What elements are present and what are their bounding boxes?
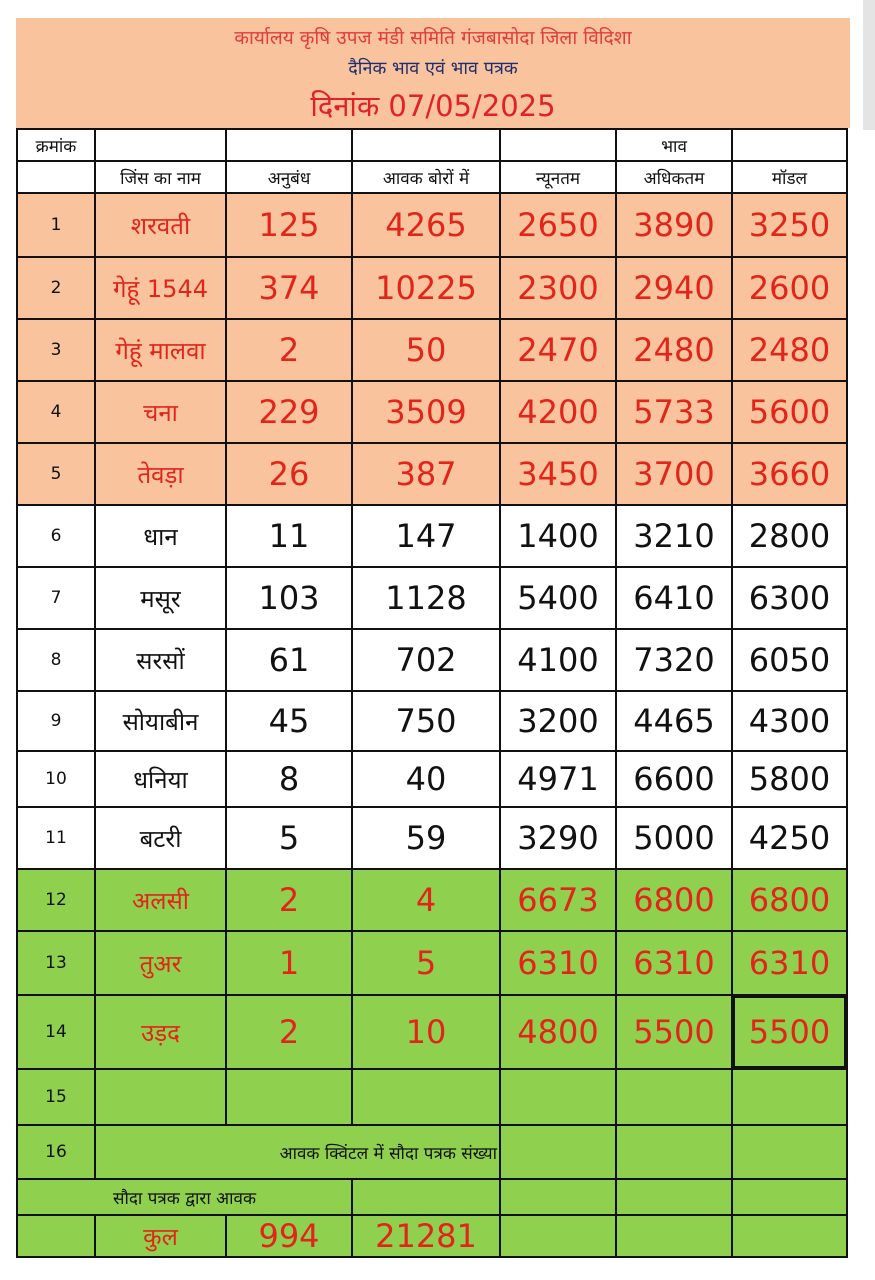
max-price: 4465 [616,691,732,751]
total-row [17,1215,847,1257]
arrival-value: 50 [352,319,500,381]
min-price: 6673 [500,869,616,931]
min-price: 6310 [500,931,616,995]
sheet-header [16,18,850,128]
serial-cell: 5 [17,443,95,505]
table-row [17,381,847,443]
min-price: 2650 [500,193,616,257]
crop-name: धान [95,505,226,567]
arrival-value: 387 [352,443,500,505]
max-price: 2480 [616,319,732,381]
total-contract: 994 [226,1215,352,1257]
table-row [17,807,847,869]
serial-cell: 11 [17,807,95,869]
crop-name: गेहूं 1544 [95,257,226,319]
min-price: 1400 [500,505,616,567]
contract-value: 125 [226,193,352,257]
max-price: 5500 [616,995,732,1069]
table-row [17,319,847,381]
serial-cell: 6 [17,505,95,567]
modal-price: 5800 [732,751,847,807]
serial-cell: 3 [17,319,95,381]
office-title: कार्यालय कृषि उपज मंडी समिति गंजबासोदा जिला विदिशा [234,27,632,49]
col-price-group: भाव [616,129,732,161]
total-arrival: 21281 [352,1215,500,1257]
arrival-value: 4265 [352,193,500,257]
crop-name: गेहूं मालवा [95,319,226,381]
max-price: 6600 [616,751,732,807]
table-row [17,995,847,1069]
min-price: 5400 [500,567,616,629]
modal-price: 4300 [732,691,847,751]
max-price: 6410 [616,567,732,629]
max-price: 5000 [616,807,732,869]
arrival-value: 40 [352,751,500,807]
min-price: 3200 [500,691,616,751]
serial-cell: 14 [17,995,95,1069]
modal-price: 5500 [732,995,847,1069]
table-row [17,869,847,931]
modal-price: 4250 [732,807,847,869]
table-row [17,257,847,319]
col-arrival: आवक बोरों में [352,161,500,193]
modal-price: 5600 [732,381,847,443]
modal-price: 6310 [732,931,847,995]
serial-cell: 9 [17,691,95,751]
crop-name: तेवड़ा [95,443,226,505]
modal-price: 2800 [732,505,847,567]
total-label: कुल [95,1215,226,1257]
contract-value: 374 [226,257,352,319]
min-price: 4971 [500,751,616,807]
date-label: दिनांक 07/05/2025 [310,89,556,123]
arrival-value: 147 [352,505,500,567]
crop-name: शरवती [95,193,226,257]
subtitle: दैनिक भाव एवं भाव पत्रक [348,58,518,79]
table-row [17,567,847,629]
contract-value: 2 [226,319,352,381]
contract-value: 45 [226,691,352,751]
contract-value: 2 [226,995,352,1069]
arrival-value: 10 [352,995,500,1069]
max-price: 6310 [616,931,732,995]
col-max: अधिकतम [616,161,732,193]
serial-cell: 13 [17,931,95,995]
serial-cell: 4 [17,381,95,443]
price-table [16,128,848,1258]
min-price: 2300 [500,257,616,319]
crop-name: अलसी [95,869,226,931]
min-price: 3450 [500,443,616,505]
serial-cell: 1 [17,193,95,257]
max-price: 2940 [616,257,732,319]
sauda-row [17,1179,847,1215]
table-row-15: 15 [17,1069,847,1125]
quintal-note: आवक क्विंटल में सौदा पत्रक संख्या [95,1125,500,1179]
min-price: 4800 [500,995,616,1069]
table-row [17,751,847,807]
contract-value: 26 [226,443,352,505]
contract-value: 1 [226,931,352,995]
serial-cell: 8 [17,629,95,691]
table-row [17,691,847,751]
arrival-value: 702 [352,629,500,691]
min-price: 4200 [500,381,616,443]
max-price: 6800 [616,869,732,931]
contract-value: 11 [226,505,352,567]
col-name: जिंस का नाम [95,161,226,193]
contract-value: 229 [226,381,352,443]
arrival-value: 5 [352,931,500,995]
data-rows [17,193,847,1069]
min-price: 2470 [500,319,616,381]
crop-name: उड़द [95,995,226,1069]
window-edge [863,0,875,130]
modal-price: 6050 [732,629,847,691]
col-modal: मॉडल [732,161,847,193]
modal-price: 2480 [732,319,847,381]
crop-name: चना [95,381,226,443]
contract-value: 5 [226,807,352,869]
sauda-arrival: सौदा पत्रक द्वारा आवक [17,1179,352,1215]
table-row-16: 16 आवक क्विंटल में सौदा पत्रक संख्या [17,1125,847,1179]
arrival-value: 750 [352,691,500,751]
arrival-value: 4 [352,869,500,931]
min-price: 4100 [500,629,616,691]
table-row [17,443,847,505]
max-price: 7320 [616,629,732,691]
title-block [16,18,850,128]
table-row [17,193,847,257]
max-price: 3700 [616,443,732,505]
max-price: 3890 [616,193,732,257]
col-contract: अनुबंध [226,161,352,193]
crop-name: मसूर [95,567,226,629]
contract-value: 8 [226,751,352,807]
modal-price: 6300 [732,567,847,629]
arrival-value: 10225 [352,257,500,319]
table-row [17,629,847,691]
table-row [17,931,847,995]
table-row [17,505,847,567]
crop-name: सोयाबीन [95,691,226,751]
arrival-value: 1128 [352,567,500,629]
crop-name: बटरी [95,807,226,869]
crop-name: तुअर [95,931,226,995]
arrival-value: 59 [352,807,500,869]
crop-name: धनिया [95,751,226,807]
contract-value: 103 [226,567,352,629]
modal-price: 3660 [732,443,847,505]
contract-value: 61 [226,629,352,691]
modal-price: 6800 [732,869,847,931]
serial-cell: 7 [17,567,95,629]
max-price: 3210 [616,505,732,567]
serial-cell: 2 [17,257,95,319]
header-row-2 [17,161,847,193]
col-serial: क्रमांक [17,129,95,161]
serial-cell: 12 [17,869,95,931]
header-row-1 [17,129,847,161]
modal-price: 3250 [732,193,847,257]
modal-price: 2600 [732,257,847,319]
col-min: न्यूनतम [500,161,616,193]
crop-name: सरसों [95,629,226,691]
serial-cell: 10 [17,751,95,807]
arrival-value: 3509 [352,381,500,443]
max-price: 5733 [616,381,732,443]
contract-value: 2 [226,869,352,931]
min-price: 3290 [500,807,616,869]
